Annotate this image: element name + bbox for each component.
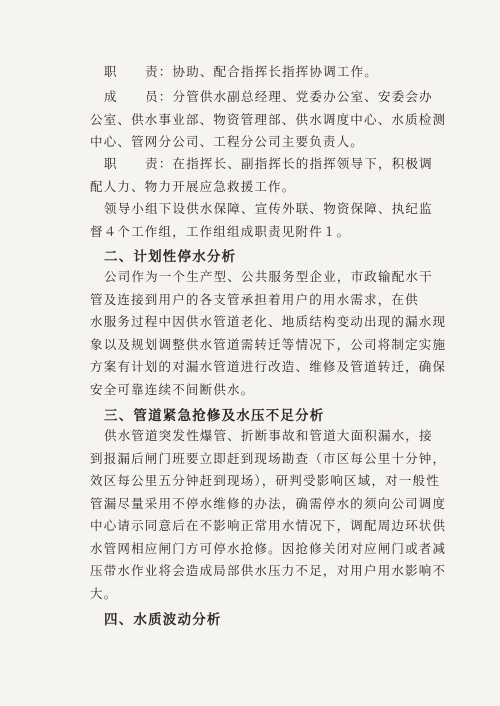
text-line: 领导小组下设供水保障、宣传外联、物资保障、执纪监 [104,201,433,216]
text-line: 职 责：在指挥长、副指挥长的指挥领导下，积极调 [104,156,433,171]
paragraph-planned-outage [90,266,447,401]
text-line: 管漏尽量采用不停水维修的办法，确需停水的须向公司调度 [90,495,447,511]
text-line: 公司作为一个生产型、公共服务型企业，市政输配水干 [104,269,433,284]
text-line: 水服务过程中因供水管道老化、地质结构变动出现的漏水现 [90,314,447,329]
text-line: 水管网相应闸门方可停水抢修。因抢修关闭对应闸门或者减 [90,540,447,556]
paragraph-duty-2 [90,153,440,198]
text-line: 象以及规划调整供水管道需转迁等情况下，公司将制定实施 [90,336,447,352]
text-line: 中心请示同意后在不影响正常用水情况下，调配周边环状供 [90,518,447,533]
paragraph-emergency-repair [90,425,447,605]
section-heading: 二、计划性停水分析 [104,249,237,265]
paragraph-duty-1 [104,61,454,84]
section-heading: 三、管道紧急抢修及水压不足分析 [104,408,325,424]
text-line: 到报漏后闸门班要立即赶到现场勘查（市区每公里十分钟， [90,450,447,466]
text-line: 效区每公里五分钟赶到现场），研判受影响区域，对一般性 [90,473,440,488]
text-line: 中心、管网分公司、工程分公司主要负责人。 [90,134,365,149]
text-line: 成 员：分管供水副总经理、党委办公室、安委会办 [104,89,433,104]
paragraph-members [90,86,447,154]
text-line: 公室、供水事业部、物资管理部、供水调度中心、水质检测 [90,111,447,127]
text-line: 大。 [90,585,118,601]
text-line: 供水管道突发性爆管、折断事故和管道大面积漏水，接 [104,428,433,443]
text-line: 压带水作业将会造成局部供水压力不足，对用户用水影响不 [90,563,447,578]
text-line: 配人力、物力开展应急救援工作。 [90,178,296,194]
text-line: 督４个工作组，工作组组成职责见附件１。 [90,223,351,239]
text-line: 管及连接到用户的各支管承担着用户的用水需求，在供 [90,291,419,307]
text-line: 安全可靠连续不间断供水。 [90,381,255,397]
paragraph-working-groups [90,198,440,243]
text-line: 方案有计划的对漏水管道进行改造、维修及管道转迁，确保 [90,359,447,374]
text-line: 职 责：协助、配合指挥长指挥协调工作。 [104,64,379,79]
section-heading: 四、水质波动分析 [104,612,222,628]
